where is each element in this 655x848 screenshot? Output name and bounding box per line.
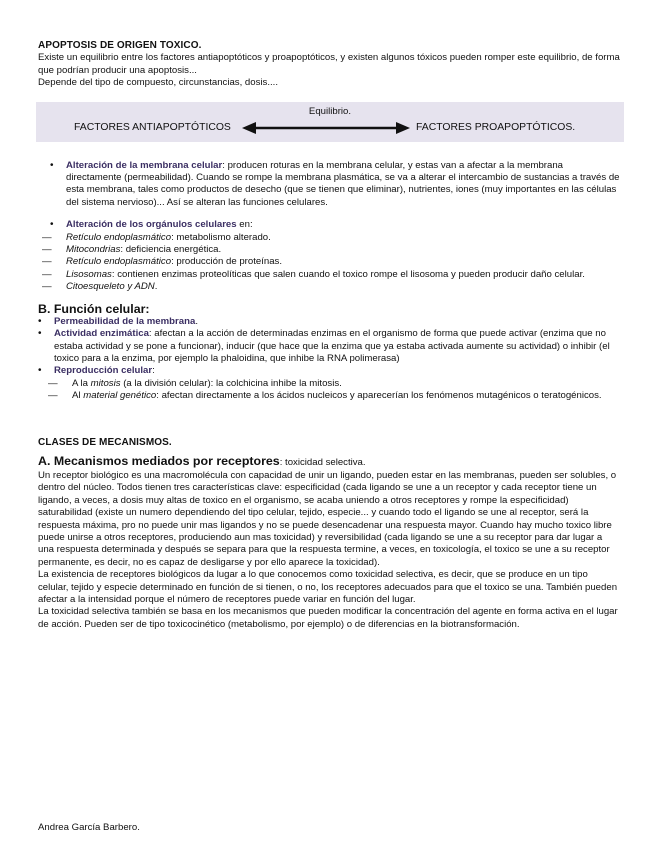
enzyme-activity-text: : afectan a la acción de determinadas enzimas en el organismo de forma que puede activar (enzima que no estaba actividad y se pone a funcionar), inducir (que hace que la enzima que ya estaba activada aumente su actividad) o inhibir (el toxico para a la enzima, por ejemplo la phaloidina, que inhibe la RNA polimerasa): [54, 328, 610, 364]
organelles-suffix: en:: [236, 219, 253, 231]
reproduction-term: Reproducción celular: [54, 365, 153, 377]
enzyme-activity-term: Actividad enzimática: [54, 328, 149, 340]
organelle-name: Mitocondrias: [66, 244, 121, 256]
double-arrow-icon: [242, 121, 410, 135]
organelles-term: Alteración de los orgánulos celulares: [66, 219, 237, 231]
list-item: [38, 328, 620, 365]
reproduction-suffix: :: [152, 365, 155, 377]
organelle-text: : metabolismo alterado.: [171, 231, 271, 243]
organelle-name: Lisosomas: [66, 268, 112, 280]
list-item: [38, 316, 620, 328]
equilibrium-band: [36, 102, 624, 142]
equilibrium-label: Equilibrio.: [308, 105, 352, 117]
page-title: APOPTOSIS DE ORIGEN TOXICO.: [38, 40, 202, 51]
receptor-paragraph-2: La existencia de receptores biológicos da lugar a lo que conocemos como toxicidad selectiva, es decir, que se produce en un tipo celular, tejido y especie determinado en función de si tienen, o no, los receptores adecuados para que el toxico se una. También pueden afectar a la intensidad porque el número de receptores puede variar en función del lugar.: [38, 569, 618, 605]
document-page: [38, 40, 620, 631]
cell-function-list: [38, 316, 620, 403]
organelle-name: Retículo endoplasmático: [66, 231, 172, 243]
organelles-list: [38, 219, 620, 293]
proapoptotic-label: FACTORES PROAPOPTÓTICOS.: [416, 121, 576, 133]
list-item: [48, 378, 620, 390]
repro-name: mitosis: [90, 377, 121, 389]
list-item: [38, 160, 620, 210]
intro-paragraph-2: Depende del tipo de compuesto, circunstancias, dosis....: [38, 77, 278, 89]
organelle-text: .: [154, 281, 158, 293]
repro-name: material genético: [83, 390, 157, 402]
membrane-term: Alteración de la membrana celular: [66, 159, 223, 171]
antiapoptotic-label: FACTORES ANTIAPOPTÓTICOS: [74, 121, 231, 133]
intro-paragraph: Existe un equilibrio entre los factores antiapoptóticos y proapoptóticos, y existen algunos tóxicos pueden romper este equilibrio, de forma que podrían producir una apoptosis...: [38, 52, 620, 76]
reproduction-sublist: [48, 378, 620, 403]
list-item: [42, 269, 620, 281]
section-a-heading: [38, 454, 620, 470]
repro-pre: A la: [72, 377, 91, 389]
repro-pre: Al: [72, 390, 84, 402]
organelle-text: : producción de proteínas.: [171, 256, 282, 268]
organelle-text: : contienen enzimas proteolíticas que salen cuando el toxico rompe el lisosoma y pueden producir daño celular.: [111, 268, 585, 280]
organelle-name: Citoesqueleto y ADN: [66, 281, 155, 293]
list-item: [42, 232, 620, 244]
receptor-paragraph-3: La toxicidad selectiva también se basa en los mecanismos que pueden modificar la concentración del agente en forma activa en el lugar de acción. Pueden ser de tipo toxicocinético (metabolismo, por ejemplo) o de diferencias en la biotransformación.: [38, 606, 618, 630]
organelle-text: : deficiencia energética.: [120, 244, 222, 256]
list-item: [42, 244, 620, 256]
section-a-heading-rest: : toxicidad selectiva.: [279, 456, 366, 468]
list-item: [42, 281, 620, 293]
author-footer: Andrea García Barbero.: [38, 822, 140, 833]
section-a-heading-text: A. Mecanismos mediados por receptores: [38, 453, 280, 468]
list-item: [38, 365, 620, 402]
permeability-suffix: .: [195, 315, 198, 327]
repro-text: (a la división celular): la colchicina inhibe la mitosis.: [120, 377, 342, 389]
membrane-text: : producen roturas en la membrana celular, y estas van a afectar a la membrana directamente (permeabilidad). Cuando se rompe la membrana plasmática, se va a alterar el intercambio de sustancias a través de esta membrana, tales como productos de desecho (que se tienen que eliminar), nutrientes, iones (muy importantes en las células del sistema nervioso)... Así se alteran las funciones celulares.: [66, 159, 620, 208]
receptor-paragraph-1: Un receptor biológico es una macromolécula con capacidad de unir un ligando, pueden estar en las membranas, pueden ser solubles, o dentro del núcleo. Todos tienen tres características clave: especificidad (cada ligando se une a un receptor y cada receptor tiene un ligando, a veces, a dosis muy altas de toxico en el organismo, se acaba uniendo a otros receptores y rompe la especificidad) saturabilidad (existe un numero dependiendo del tipo celular, tejido, especie... y cuando todo el ligando se une al receptor, será la respuesta máxima, pro no puede unir mas ligandos y no se puede desencadenar una respuesta mayor. Cuando hay mucho toxico libre puede unirse a otros receptores, produciendo aun mas toxicidad) y reversibilidad (cada ligando se une a su receptor para dar lugar a una respuesta determinada y después se separa para que la respuesta termine, a veces, en toxicología, el toxico se une a su receptor permanente, es decir, no es capaz de desligarse y por ello aparece la toxicidad).: [38, 469, 617, 568]
list-item: [48, 390, 620, 402]
section-b-heading: B. Función celular:: [38, 301, 150, 316]
permeability-term: Permeabilidad de la membrana: [54, 315, 196, 327]
mechanisms-title: CLASES DE MECANISMOS.: [38, 436, 172, 448]
organelle-name: Retículo endoplasmático: [66, 256, 172, 268]
repro-text: : afectan directamente a los ácidos nucleicos y aparecerían los fenómenos mutagénicos o teratogénicos.: [156, 390, 602, 402]
organelles-sublist: [42, 232, 620, 294]
list-item: [38, 219, 620, 293]
alteration-list: [38, 160, 620, 210]
list-item: [42, 256, 620, 268]
